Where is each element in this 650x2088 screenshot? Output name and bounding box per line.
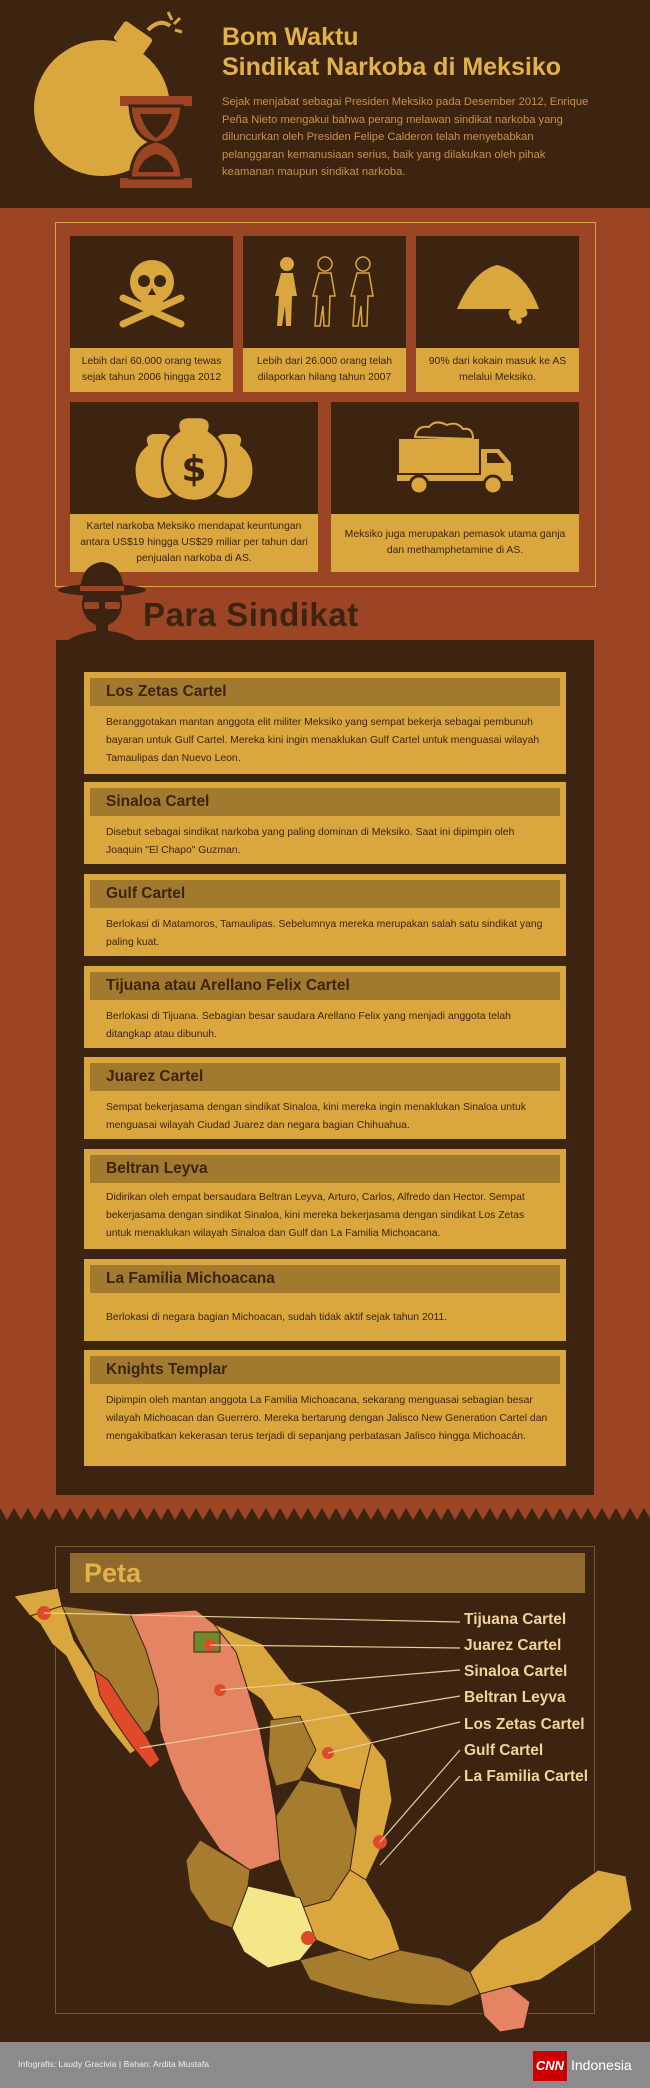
stat-text-deaths: Lebih dari 60.000 orang tewas sejak tahun 2006 hingga 2012 bbox=[70, 348, 233, 392]
stat-text-profit: Kartel narkoba Meksiko mendapat keuntungan antara US$19 hingga US$29 miliar per tahun dari penjualan narkoba di AS. bbox=[70, 514, 318, 572]
legend-gulf: Gulf Cartel bbox=[464, 1742, 544, 1759]
stat-card-supplier bbox=[331, 402, 579, 572]
skull-crossbones-icon bbox=[117, 256, 187, 328]
time-bomb-icon bbox=[20, 8, 220, 198]
footer bbox=[0, 2042, 650, 2088]
header bbox=[0, 0, 650, 208]
title-line-1: Bom Waktu bbox=[222, 23, 359, 51]
cartel-desc: Beranggotakan mantan anggota elit militer Meksiko yang sempat bekerja sebagai pembunuh bayaran untuk Gulf Cartel. Mereka kini ingin menaklukan Gulf Cartel untuk menguasai wilayah Tamaulipas dan Nuevo Leon. bbox=[106, 717, 540, 764]
cartel-desc: Disebut sebagai sindikat narkoba yang paling dominan di Meksiko. Saat ini dipimpin oleh Joaquin "El Chapo" Guzman. bbox=[106, 827, 515, 856]
dump-truck-icon bbox=[393, 419, 517, 497]
legend-tijuana: Tijuana Cartel bbox=[464, 1611, 567, 1628]
map-title: Peta bbox=[70, 1553, 585, 1593]
cartel-name: Gulf Cartel bbox=[90, 880, 560, 908]
stat-card-profit bbox=[70, 402, 318, 572]
cartel-card-juarez bbox=[84, 1057, 566, 1139]
cartel-desc: Berlokasi di Tijuana. Sebagian besar saudara Arellano Felix yang menjadi anggota telah ditangkap atau dibunuh. bbox=[106, 1011, 511, 1040]
spy-icon bbox=[56, 560, 148, 680]
cartel-desc: Sempat bekerjasama dengan sindikat Sinaloa, kini mereka ingin menaklukan Sinaloa untuk menguasai wilayah Ciudad Juarez dan negara bagian Chihuahua. bbox=[106, 1102, 526, 1131]
cartel-card-los-zetas bbox=[84, 672, 566, 774]
cartel-desc: Didirikan oleh empat bersaudara Beltran Leyva, Arturo, Carlos, Alfredo dan Hector. Sempat bekerjasama dengan sindikat Sinaloa, kini mereka bekerjasama dengan sindikat Los Zetas untuk menaklukan wilayah Sinaloa dan Gulf dan La Familia Michoacana. bbox=[106, 1192, 525, 1239]
legend-sinaloa: Sinaloa Cartel bbox=[464, 1663, 568, 1680]
cartel-name: La Familia Michoacana bbox=[90, 1265, 560, 1293]
stat-card-cocaine bbox=[416, 236, 579, 392]
legend-beltran-leyva: Beltran Leyva bbox=[464, 1689, 566, 1706]
sindikat-title: Para Sindikat bbox=[143, 596, 359, 633]
legend-juarez: Juarez Cartel bbox=[464, 1637, 562, 1654]
cartel-card-knights-templar bbox=[84, 1350, 566, 1466]
legend-la-familia: La Familia Cartel bbox=[464, 1768, 589, 1785]
stat-card-deaths bbox=[70, 236, 233, 392]
brand-name: Indonesia bbox=[571, 2057, 632, 2073]
cartel-card-gulf bbox=[84, 874, 566, 956]
stat-text-missing: Lebih dari 26.000 orang telah dilaporkan hilang tahun 2007 bbox=[243, 348, 406, 392]
cartel-name: Los Zetas Cartel bbox=[90, 678, 560, 706]
intro-text: Sejak menjabat sebagai Presiden Meksiko pada Desember 2012, Enrique Peña Nieto mengakui bahwa perang melawan sindikat narkoba yang diluncurkan oleh Presiden Felipe Calderon telah menyebabkan pelanggaran kemanusiaan serius, baik yang dilakukan oleh pihak keamanan maupun sindikat narkoba. bbox=[222, 96, 589, 178]
footer-credit: Infografis: Laudy Gracivia | Bahan: Ardita Mustafa bbox=[18, 2059, 210, 2069]
title-line-2: Sindikat Narkoba di Meksiko bbox=[222, 53, 561, 81]
stat-text-supplier: Meksiko juga merupakan pemasok utama ganja dan methamphetamine di AS. bbox=[331, 514, 579, 572]
cartel-name: Juarez Cartel bbox=[90, 1063, 560, 1091]
cartel-card-beltran-leyva bbox=[84, 1149, 566, 1249]
zigzag-divider bbox=[0, 1508, 650, 1522]
cartel-desc: Berlokasi di negara bagian Michoacan, sudah tidak aktif sejak tahun 2011. bbox=[106, 1312, 448, 1323]
cnn-logo[interactable]: CNN bbox=[533, 2051, 567, 2081]
money-bags-icon bbox=[129, 415, 259, 501]
legend-los-zetas: Los Zetas Cartel bbox=[464, 1716, 585, 1733]
cartel-card-sinaloa bbox=[84, 782, 566, 864]
cartel-desc: Dipimpin oleh mantan anggota La Familia Michoacana, sekarang menguasai sebagian besar wilayah Michoacan dan Guerrero. Mereka bertarung dengan Jalisco New Generation Cartel dan mengakibatkan kekerasan terus terjadi di sepanjang perbatasan Jalisco hingga Michoacán. bbox=[106, 1395, 548, 1442]
cartel-name: Beltran Leyva bbox=[90, 1155, 560, 1183]
cartel-desc: Berlokasi di Matamoros, Tamaulipas. Sebelumnya mereka merupakan salah satu sindikat yang paling kuat. bbox=[106, 919, 543, 948]
missing-people-icon bbox=[269, 256, 381, 328]
cartel-name: Tijuana atau Arellano Felix Cartel bbox=[90, 972, 560, 1000]
svg-text:$: $ bbox=[181, 449, 207, 490]
cartel-name: Sinaloa Cartel bbox=[90, 788, 560, 816]
stat-card-missing bbox=[243, 236, 406, 392]
cartel-name: Knights Templar bbox=[90, 1356, 560, 1384]
cartel-card-tijuana bbox=[84, 966, 566, 1048]
page-title bbox=[222, 22, 561, 82]
cocaine-pile-icon bbox=[453, 257, 543, 327]
stat-text-cocaine: 90% dari kokain masuk ke AS melalui Meksiko. bbox=[416, 348, 579, 392]
cartel-card-la-familia bbox=[84, 1259, 566, 1341]
